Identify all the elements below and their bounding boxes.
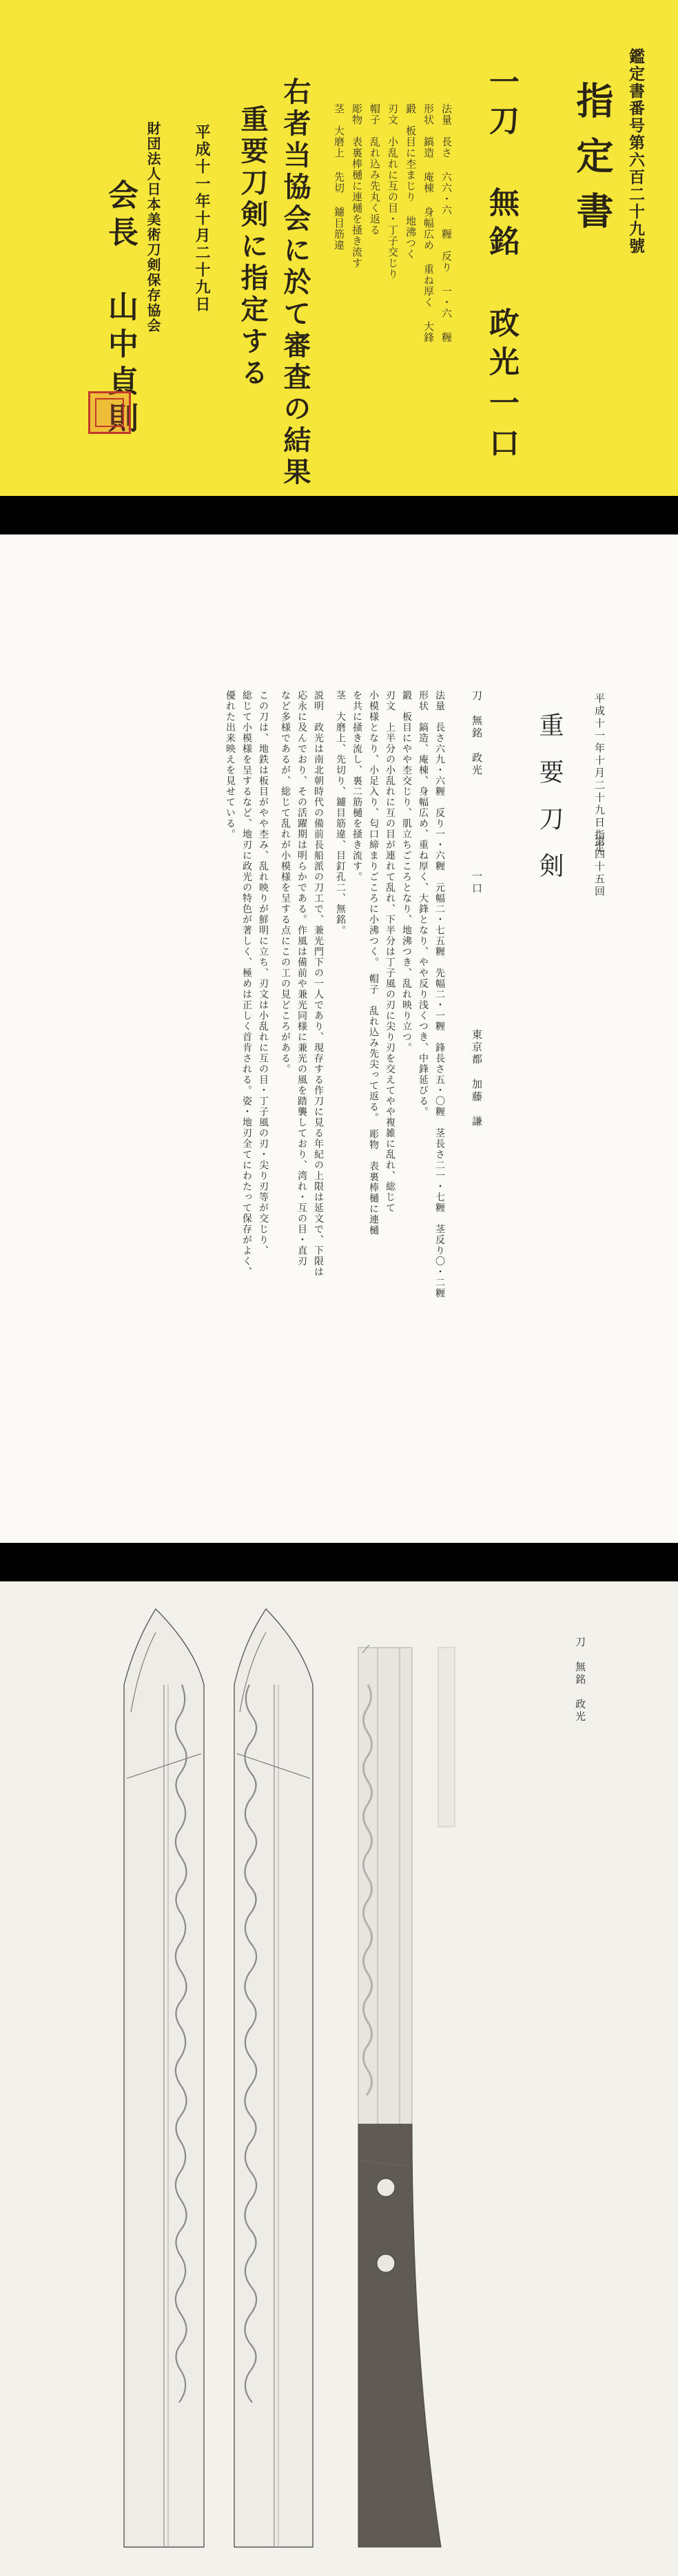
certificate-result-line: 重要刀剣に指定する bbox=[236, 105, 269, 390]
document-line: 形状 鎬造、庵棟、身幅広め、重ね厚く、大鋒となり、やや反り浅くつき、中鋒延びる。 bbox=[418, 690, 429, 1117]
divider bbox=[0, 1543, 678, 1581]
certificate-result-line: 右者当協会に於て審査の結果 bbox=[279, 77, 311, 489]
document-line: 小模様となり、小足入り、匂口締まりごころに小沸つく。 帽子 乱れ込み先尖って返る。 彫物 表裏棒樋に連樋 bbox=[368, 690, 379, 1236]
document-line: 説明 政光は南北朝時代の備前長船派の刀工で、兼光門下の一人であり、現存する作刀に見る年紀の上限は延文で、下限は bbox=[313, 690, 324, 1278]
sword-oshigata-illustration bbox=[0, 1581, 678, 2576]
divider bbox=[0, 496, 678, 534]
certificate-org: 財団法人日本美術刀剣保存協会 bbox=[145, 121, 161, 333]
certificate-title: 指定書 bbox=[571, 81, 615, 247]
tang-photo bbox=[358, 2124, 441, 2547]
blade-photo-upper bbox=[358, 1648, 412, 2124]
document-line: 鍛 板目にやや杢交じり、肌立ちごころとなり、地沸つき、乱れ映り立つ。 bbox=[401, 690, 412, 1053]
certificate-detail-line: 刃文 小乱れに互の目・丁子交じり bbox=[387, 103, 399, 280]
red-seal-stamp bbox=[88, 391, 131, 434]
document-line: を共に掻き流し、裏二筋樋を掻き流す。 bbox=[351, 690, 362, 882]
tang-hole bbox=[377, 2254, 395, 2272]
certificate-number: 鑑定書番号第六百二十九號 bbox=[626, 48, 645, 255]
document-line: 法量 長さ六九・六糎 反り一・六糎 元幅二・七五糎 先幅二・一糎 鋒長さ五・〇糎 茎長さ二一・七糎 茎反り〇・二糎 bbox=[434, 690, 445, 1299]
sword-name: 刀 無銘 政光 bbox=[471, 690, 483, 777]
certificate-date: 平成十一年十月二十九日 bbox=[193, 124, 211, 313]
document-line: この刀は、地鉄は板目がやや杢み、乱れ映りが鮮明に立ち、刃文は小乱れに互の目・丁子風の刃・尖り刃等が交じり、 bbox=[258, 690, 269, 1256]
document-line: 総じて小模様を呈するなど、地刃に政光の特色が著しく、極めは正しく首肯される。姿・地刃全てにわたって保存がよく、 bbox=[241, 690, 252, 1278]
certificate-detail-line: 彫物 表裏棒樋に連樋を掻き流す bbox=[351, 103, 363, 269]
owner-name: 東京都 加藤 謙 bbox=[471, 1029, 483, 1128]
certificate-detail-line: 茎 大磨上 先切 鑢目筋違 bbox=[333, 103, 345, 251]
certificate-detail-line: 法量 長さ 六六・六 糎 反り 一・六 糎 bbox=[440, 103, 453, 343]
document-line: 刃文 上半分の小乱れに互の目が連れて乱れ、下半分は丁子風の刃に尖り刃を交えてやや複雑に乱れ、総じて bbox=[384, 690, 395, 1214]
certificate-signature: 会長 山中貞則 bbox=[103, 179, 138, 439]
designation-date: 平成十一年十月二十九日指定 bbox=[593, 693, 606, 854]
session-number: 第四十五回 bbox=[593, 836, 606, 898]
document-line: 茎 大磨上、先切り、鑢目筋違、目釘孔二、無銘。 bbox=[335, 690, 346, 936]
certificate-panel bbox=[0, 0, 678, 496]
oshigata-panel bbox=[0, 1581, 678, 2576]
tang-hole bbox=[377, 2179, 395, 2196]
oshigata-label: 刀 無銘 政光 bbox=[574, 1637, 586, 1723]
document-line: 応永に及んでおり、その活躍期は明らかである。作風は備前や兼光同様に兼光の風を踏襲しており、湾れ・互の目・直刃 bbox=[296, 690, 307, 1267]
certificate-count: 一口 bbox=[484, 387, 519, 467]
document-title: 重要刀剣 bbox=[535, 712, 564, 900]
certificate-detail-line: 帽子 乱れ込み先丸く返る bbox=[369, 103, 381, 236]
document-panel bbox=[0, 534, 678, 1543]
document-line: 優れた出来映えを見せている。 bbox=[225, 690, 236, 840]
sword-count: 一口 bbox=[471, 871, 483, 895]
document-line: など多様であるが、総じて乱れが小模様を呈する点にこの工の見どころがある。 bbox=[280, 690, 291, 1074]
certificate-detail-line: 形状 鎬造 庵棟 身幅広め 重ね厚く 大鋒 bbox=[422, 103, 435, 343]
certificate-sword-name: 一刀 無銘 政光 bbox=[484, 66, 519, 384]
certificate-detail-line: 鍛 板目に杢まじり 地沸つく bbox=[404, 103, 417, 260]
